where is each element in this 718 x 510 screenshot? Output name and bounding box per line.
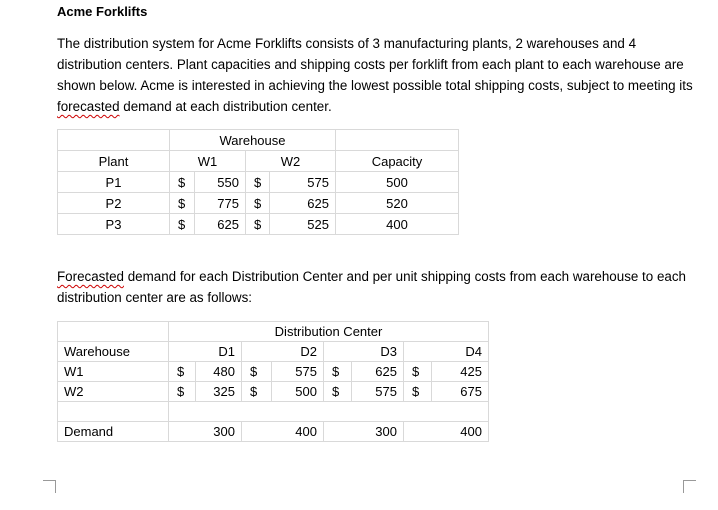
capacity-cell: 520 (336, 193, 459, 214)
capacity-header: Capacity (336, 151, 459, 172)
distribution-center-group-header: Distribution Center (169, 322, 489, 342)
currency-symbol: $ (169, 382, 196, 402)
warehouse-header: Warehouse (58, 342, 169, 362)
d2-header: D2 (242, 342, 324, 362)
table-row (58, 342, 489, 362)
demand-label: Demand (58, 422, 169, 442)
currency-symbol: $ (246, 172, 270, 193)
currency-symbol: $ (324, 382, 352, 402)
currency-symbol: $ (404, 382, 432, 402)
spelling-flagged-word: Forecasted (57, 269, 124, 284)
cost-cell: 625 (195, 214, 246, 235)
warehouse-cell: W2 (58, 382, 169, 402)
currency-symbol: $ (170, 172, 195, 193)
currency-symbol: $ (246, 193, 270, 214)
d1-header: D1 (169, 342, 242, 362)
intro-text-after: demand at each distribution center. (119, 99, 332, 114)
table-row (58, 422, 489, 442)
intro-text-before: The distribution system for Acme Forklifts consists of 3 manufacturing plants, 2 warehouses and 4 distribution centers. Plant capacities and shipping costs per forklift from each plant to each warehouse are shown below. Acme is interested in achieving the lowest possible total shipping costs, subject to meeting its (57, 36, 693, 93)
demand-text-rest: demand for each Distribution Center and per unit shipping costs from each warehouse to each distribution center are as follows: (57, 269, 686, 305)
cost-cell: 575 (352, 382, 404, 402)
intro-paragraph (57, 33, 697, 117)
cost-cell: 480 (196, 362, 242, 382)
capacity-cell: 400 (336, 214, 459, 235)
currency-symbol: $ (242, 362, 272, 382)
w2-header: W2 (246, 151, 336, 172)
table-row (58, 362, 489, 382)
warehouse-cell: W1 (58, 362, 169, 382)
spelling-flagged-word: forecasted (57, 99, 120, 114)
d4-header: D4 (404, 342, 489, 362)
cost-cell: 625 (352, 362, 404, 382)
table-row (58, 151, 459, 172)
currency-symbol: $ (170, 214, 195, 235)
plant-cell: P3 (58, 214, 170, 235)
currency-symbol: $ (246, 214, 270, 235)
table-row (58, 130, 459, 151)
plant-cell: P2 (58, 193, 170, 214)
demand-paragraph (57, 266, 697, 308)
page-corner-marker-left (43, 480, 56, 493)
table-row (58, 402, 489, 422)
plant-header: Plant (58, 151, 170, 172)
demand-cell: 400 (242, 422, 324, 442)
cost-cell: 625 (270, 193, 336, 214)
currency-symbol: $ (324, 362, 352, 382)
cost-cell: 500 (272, 382, 324, 402)
d3-header: D3 (324, 342, 404, 362)
currency-symbol: $ (170, 193, 195, 214)
currency-symbol: $ (242, 382, 272, 402)
demand-cell: 300 (169, 422, 242, 442)
cost-cell: 550 (195, 172, 246, 193)
currency-symbol: $ (404, 362, 432, 382)
page-corner-marker-right (683, 480, 696, 493)
cost-cell: 675 (432, 382, 489, 402)
cost-cell: 775 (195, 193, 246, 214)
table-row (58, 322, 489, 342)
plant-warehouse-table (57, 129, 459, 235)
demand-cell: 300 (324, 422, 404, 442)
table-row (58, 214, 459, 235)
table-row (58, 193, 459, 214)
plant-cell: P1 (58, 172, 170, 193)
cost-cell: 575 (272, 362, 324, 382)
warehouse-distribution-table (57, 321, 489, 442)
table-row (58, 382, 489, 402)
cost-cell: 325 (196, 382, 242, 402)
cost-cell: 525 (270, 214, 336, 235)
table-row (58, 172, 459, 193)
demand-cell: 400 (404, 422, 489, 442)
document-title: Acme Forklifts (57, 4, 148, 19)
capacity-cell: 500 (336, 172, 459, 193)
w1-header: W1 (170, 151, 246, 172)
warehouse-group-header: Warehouse (170, 130, 336, 151)
currency-symbol: $ (169, 362, 196, 382)
cost-cell: 425 (432, 362, 489, 382)
cost-cell: 575 (270, 172, 336, 193)
